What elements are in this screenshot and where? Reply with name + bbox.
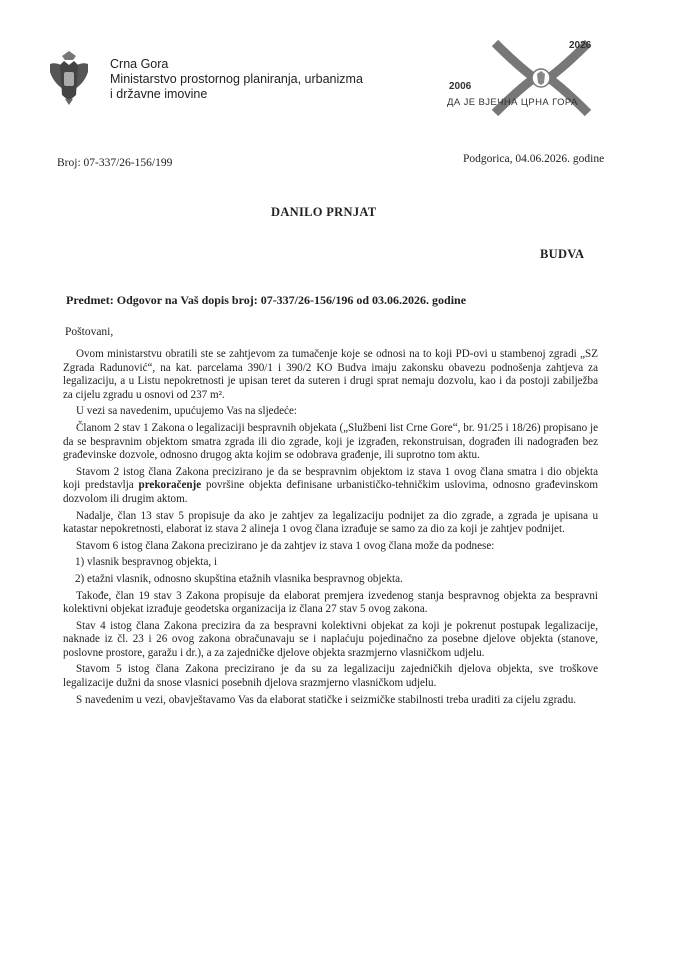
paragraph-article-2-stav-2 <box>63 466 598 507</box>
place-date: Podgorica, 04.06.2026. godine <box>463 153 605 165</box>
text-segment: Stavom 2 istog člana Zakona precizirano je da se bespravnim objektom iz stava 1 ovog člana smatra i dio objekta koji predstavlja <box>63 465 598 492</box>
reference-number: Broj: 07-337/26-156/199 <box>57 157 173 169</box>
text-segment: površine objekta definisane urbanističko-tehničkim uslovima, odnosno građevinskom dozvolom ili drugim aktom. <box>63 479 598 505</box>
paragraph-conclusion: S navedenim u vezi, obavještavamo Vas da elaborat statičke i seizmičke stabilnosti treba uraditi za cijelu zgradu. <box>76 693 577 706</box>
paragraph-article-19: Takođe, član 19 stav 3 Zakona propisuje da elaborat premjera izvedenog stanja bespravnog objekta za bespravni kolektivni objekat izrađuje geodetska organizacija iz člana 27 stav 5 ovog zakona. <box>63 589 598 616</box>
paragraph-stav-4: Stav 4 istog člana Zakona precizira da za bespravni kolektivni objekat za koji je pokrenut postupak legalizacije, naknade iz čl. 23 i 26 ovog zakona obračunavaju se i naplaćuju pojedinačno za posebne djelove objekta (stanove, poslovne prostore, garažu i dr.), a za zajedničke djelove objekta srazmjerno vlasničkom udjelu. <box>63 619 598 659</box>
bold-term: prekoračenje <box>138 479 202 492</box>
montenegro-coat-of-arms-icon <box>46 50 92 106</box>
recipient-city: BUDVA <box>540 247 585 261</box>
ministry-line-name: Ministarstvo prostornog planiranja, urbanizma <box>110 72 363 86</box>
list-item: 1) vlasnik bespravnog objekta, i <box>75 556 218 569</box>
jubilee-year-start: 2006 <box>449 81 472 92</box>
paragraph-stav-6: Stavom 6 istog člana Zakona precizirano je da zahtjev iz stava 1 ovog člana može da podnese: <box>76 539 495 552</box>
ministry-header <box>110 57 363 102</box>
paragraph-request: Ovom ministarstvu obratili ste se zahtjevom za tumačenje koje se odnosi na to koji PD-ovi u stambenoj zgradi „SZ Zgrada Radunović“, na kat. parcelama 390/1 i 390/2 KO Budva imaju zakonsku obavezu podnošenja zahtjeva za legalizaciju, a u Listu nepokretnosti je upisan teret da suteren i drugi sprat nemaju dozvolu, kao i da postoji zabilježba za cijelu zgradu u osnovi od 237 m². <box>63 348 598 401</box>
greeting: Poštovani, <box>65 326 114 338</box>
paragraph-intro: U vezi sa navedenim, upućujemo Vas na sljedeće: <box>76 405 297 418</box>
list-item: 2) etažni vlasnik, odnosno skupština etažnih vlasnika bespravnog objekta. <box>75 572 403 585</box>
ministry-line-country: Crna Gora <box>110 57 169 71</box>
paragraph-article-13: Nadalje, član 13 stav 5 propisuje da ako je zahtjev za legalizaciju podnijet za dio zgrade, a zgrada je upisana u katastar nepokretnosti, elaborat iz stava 2 alineja 1 ovog člana izrađuje se samo za dio za koji je zahtjev podnijet. <box>63 509 598 536</box>
recipient-name: DANILO PRNJAT <box>271 205 377 219</box>
jubilee-motto: ДА ЈЕ ВЈЕЧНА ЦРНА ГОРА <box>447 97 578 108</box>
letter-body <box>63 348 598 710</box>
ministry-line-name-cont: i državne imovine <box>110 87 208 101</box>
paragraph-article-2: Članom 2 stav 1 Zakona o legalizaciji bespravnih objekata („Službeni list Crne Gore“, br. 91/25 i 18/26) propisano je da se bespravnim objektom smatra zgrada ili dio zgrade, koji je izgrađen, rekonstruisan, dograđen ili nadograđen bez građevinske dozvole, odnosno drugog akta kojim se odobrava građenje, ili suprotno tom aktu. <box>63 421 598 462</box>
subject-line: Predmet: Odgovor na Vaš dopis broj: 07-337/26-156/196 od 03.06.2026. godine <box>66 293 467 307</box>
jubilee-year-end: 2026 <box>569 40 592 51</box>
paragraph-stav-5: Stavom 5 istog člana Zakona precizirano je da su za legalizaciju zajedničkih djelova objekta, sve troškove legalizacije dužni da snose vlasnici posebnih djelova srazmjerno vlasničkom udjelu. <box>63 663 598 690</box>
